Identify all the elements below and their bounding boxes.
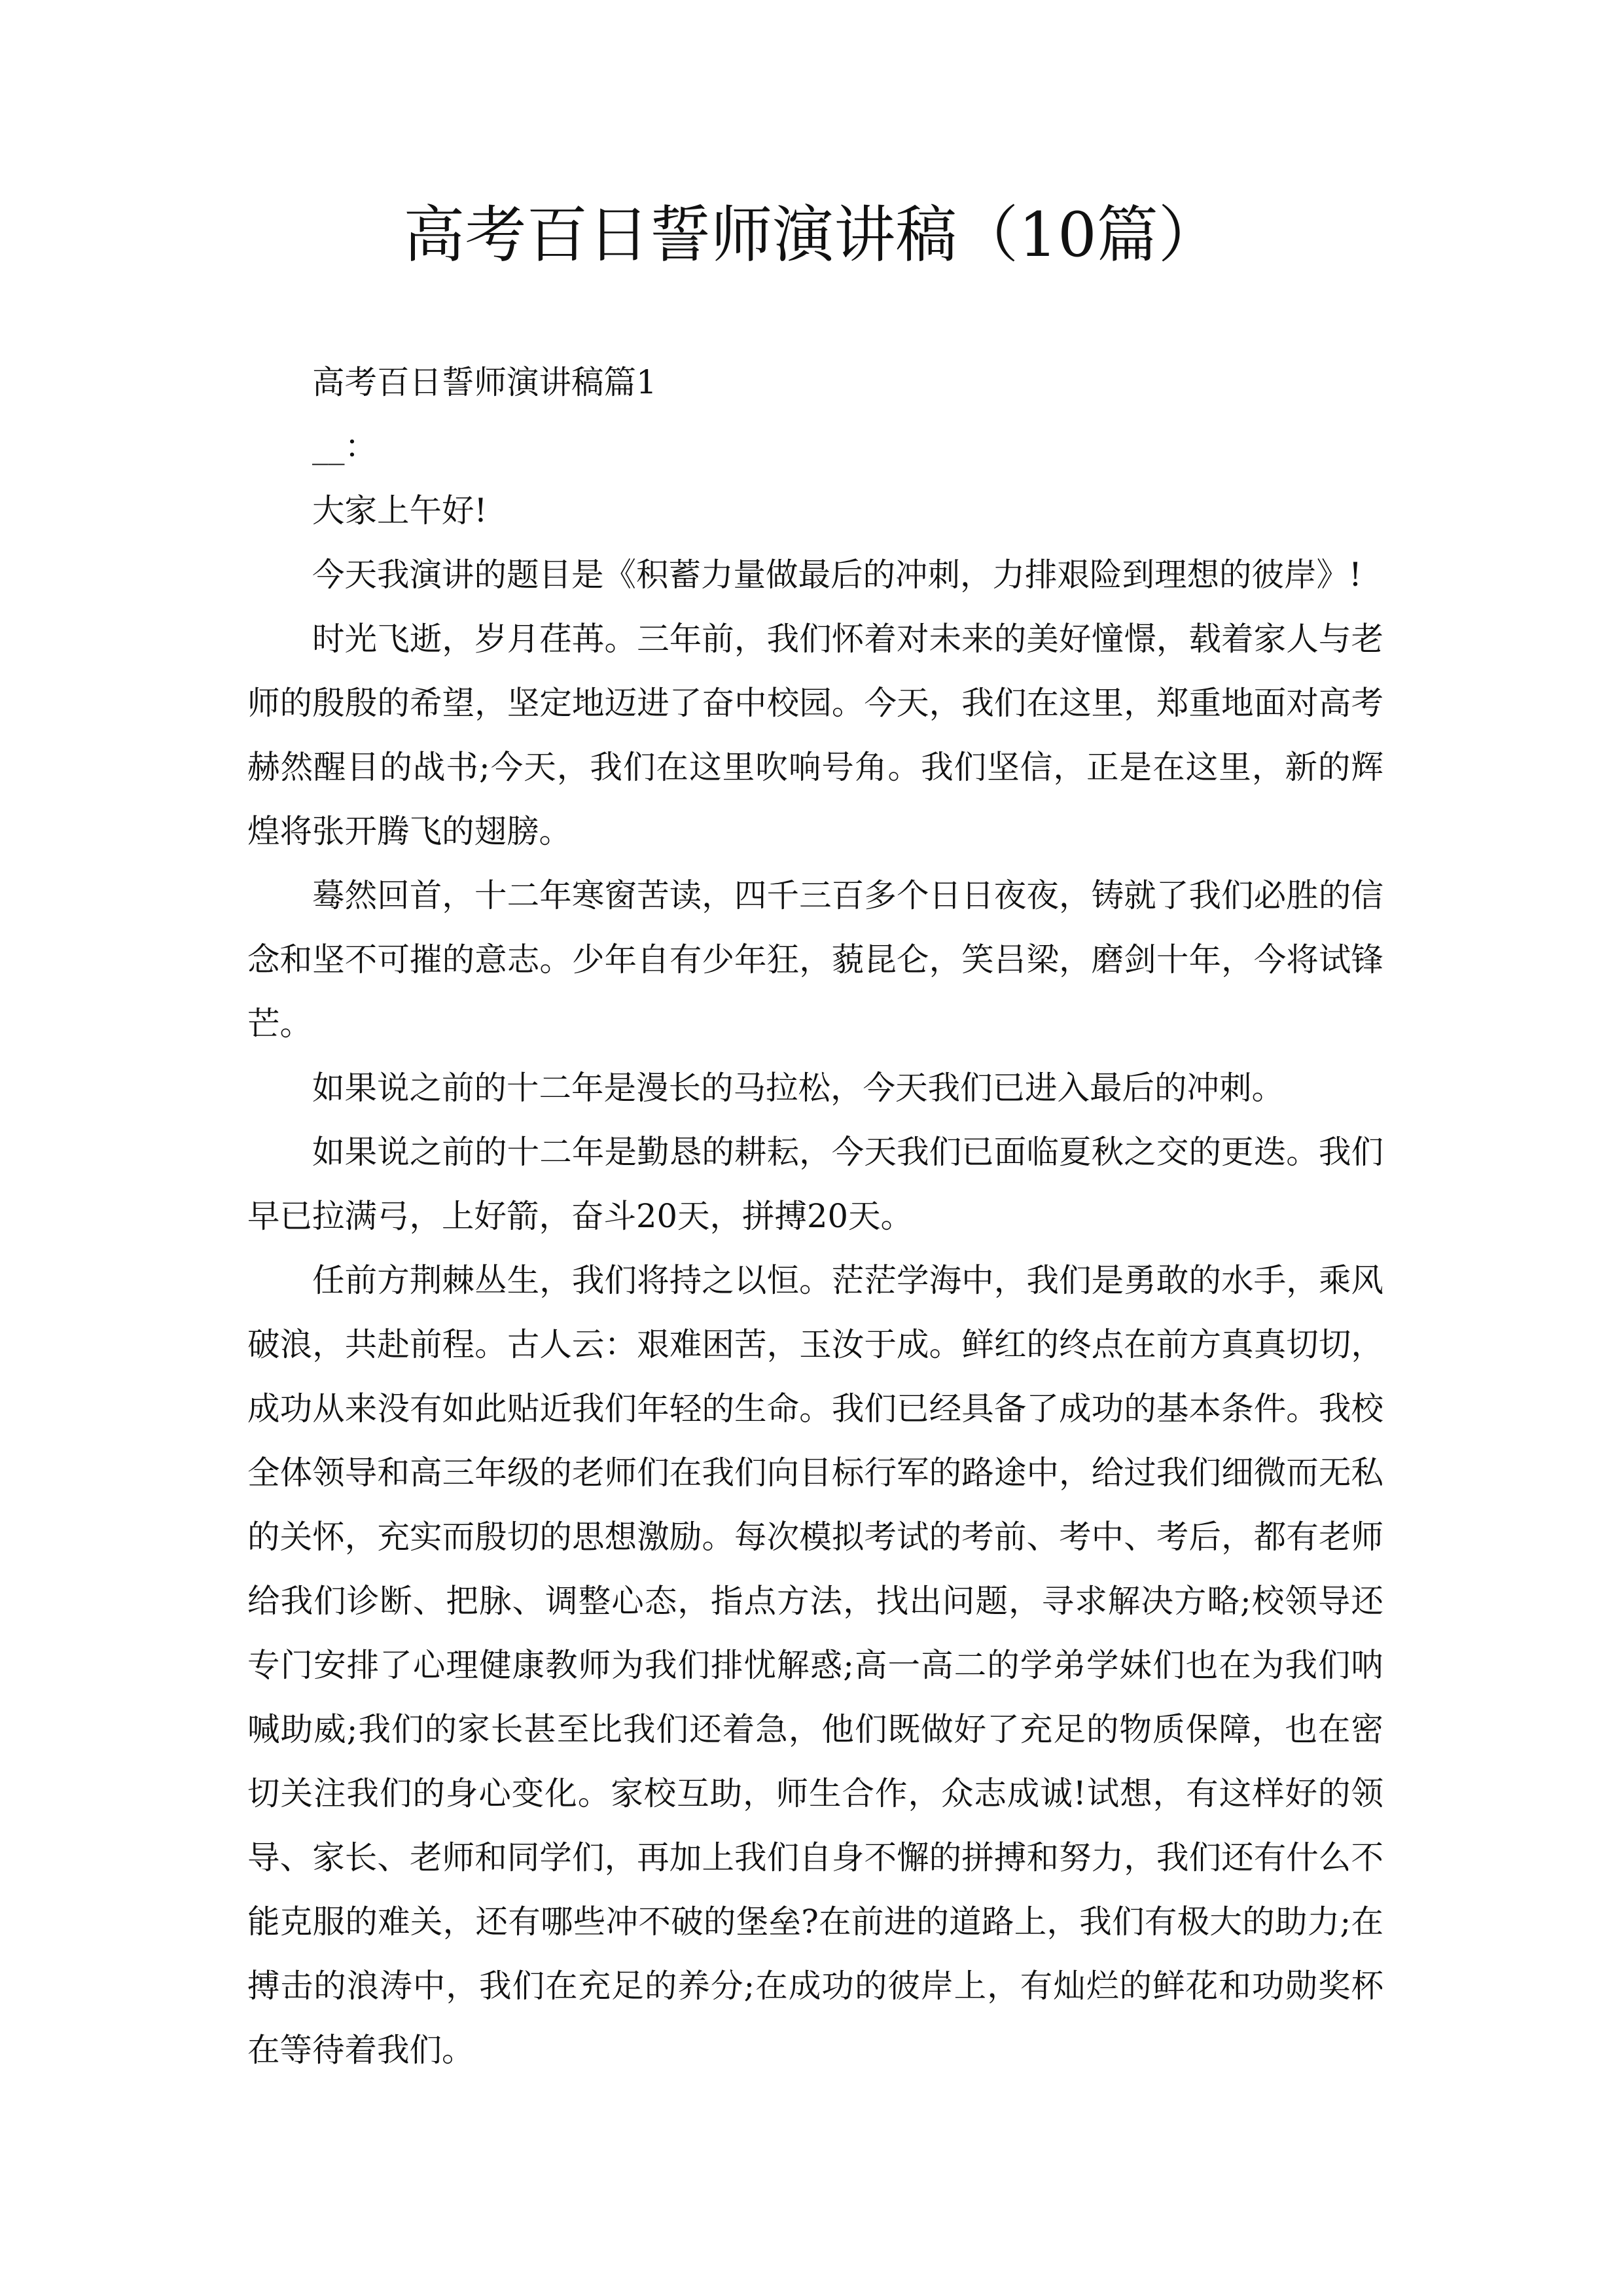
section-heading: 高考百日誓师演讲稿篇1 bbox=[312, 363, 657, 401]
document-body bbox=[247, 350, 1383, 2082]
paragraph: 今天我演讲的题目是《积蓄力量做最后的冲刺，力排艰险到理想的彼岸》! bbox=[312, 556, 1362, 594]
document-title: 高考百日誓师演讲稿（10篇） bbox=[403, 200, 1220, 271]
paragraph: 蓦然回首，十二年寒窗苦读，四千三百多个日日夜夜，铸就了我们必胜的信念和坚不可摧的意志。少年自有少年狂，藐昆仑，笑吕梁，磨剑十年，今将试锋芒。 bbox=[247, 876, 1383, 1043]
paragraph: 如果说之前的十二年是漫长的马拉松，今天我们已进入最后的冲刺。 bbox=[312, 1069, 1284, 1107]
paragraph: 任前方荆棘丛生，我们将持之以恒。茫茫学海中，我们是勇敢的水手，乘风破浪，共赴前程。古人云：艰难困苦，玉汝于成。鲜红的终点在前方真真切切，成功从来没有如此贴近我们年轻的生命。我们已经具备了成功的基本条件。我校全体领导和高三年级的老师们在我们向目标行军的路途中，给过我们细微而无私的关怀，充实而殷切的思想激励。每次模拟考试的考前、考中、考后，都有老师给我们诊断、把脉、调整心态，指点方法，找出问题，寻求解决方略;校领导还专门安排了心理健康教师为我们排忧解惑;高一高二的学弟学妹们也在为我们呐喊助威;我们的家长甚至比我们还着急，他们既做好了充足的物质保障，也在密切关注我们的身心变化。家校互助，师生合作，众志成诚!试想，有这样好的领导、家长、老师和同学们，再加上我们自身不懈的拼搏和努力，我们还有什么不能克服的难关，还有哪些冲不破的堡垒?在前进的道路上，我们有极大的助力;在搏击的浪涛中，我们在充足的养分;在成功的彼岸上，有灿烂的鲜花和功勋奖杯在等待着我们。 bbox=[247, 1261, 1383, 2069]
greeting: 大家上午好! bbox=[312, 492, 488, 529]
paragraph: 如果说之前的十二年是勤恳的耕耘，今天我们已面临夏秋之交的更迭。我们早已拉满弓，上好箭，奋斗20天，拼搏20天。 bbox=[247, 1133, 1383, 1235]
paragraph: 时光飞逝，岁月荏苒。三年前，我们怀着对未来的美好憧憬，载着家人与老师的殷殷的希望，坚定地迈进了奋中校园。今天，我们在这里，郑重地面对高考赫然醒目的战书;今天，我们在这里吹响号角。我们坚信，正是在这里，新的辉煌将张开腾飞的翅膀。 bbox=[247, 620, 1383, 850]
salutation: __： bbox=[312, 427, 377, 465]
